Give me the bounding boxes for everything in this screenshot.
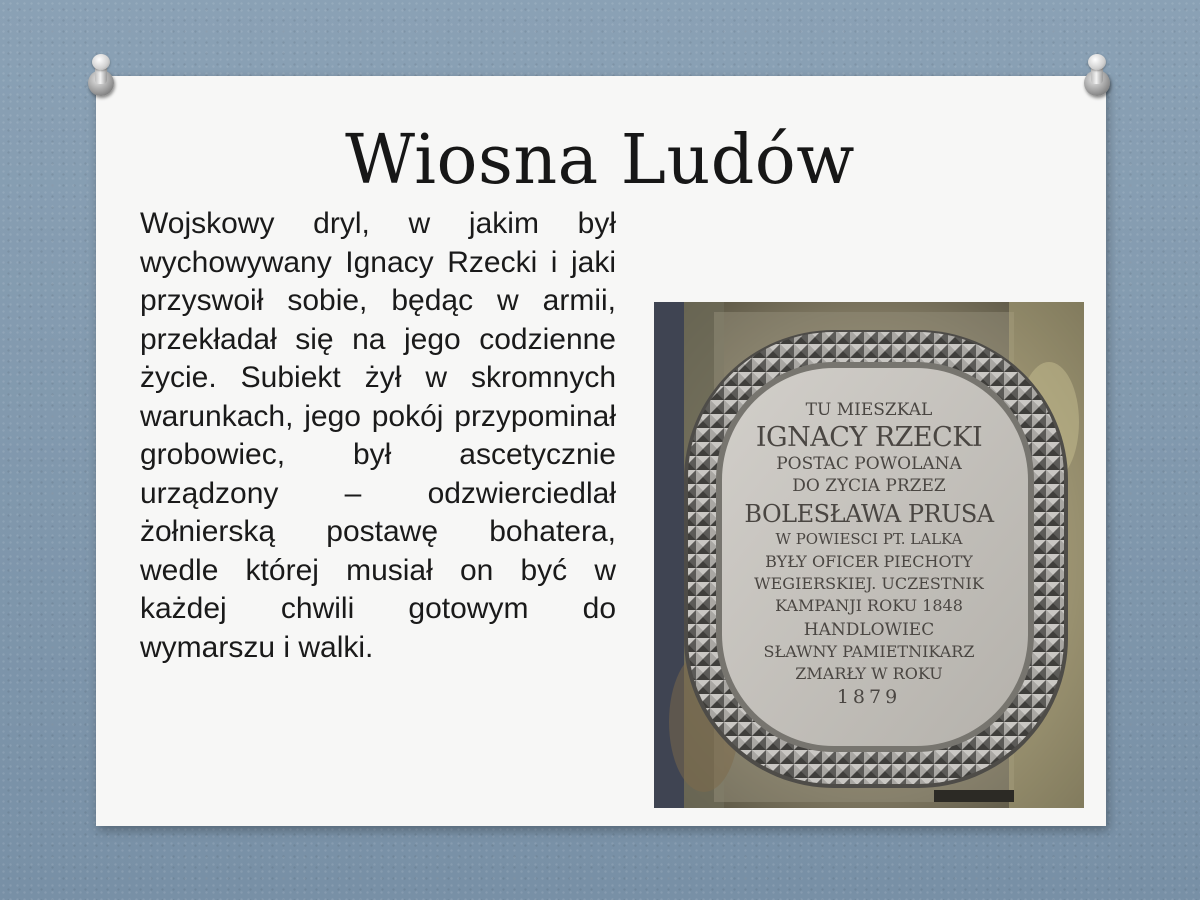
plaque-line: 1879 xyxy=(836,686,902,708)
plaque-line: WEGIERSKIEJ. UCZESTNIK xyxy=(754,574,984,593)
plaque-line: BOLESŁAWA PRUSA xyxy=(744,500,994,528)
plaque-line: POSTAC POWOLANA xyxy=(776,454,962,474)
plaque-line: TU MIESZKAL xyxy=(805,400,933,420)
slide-title: Wiosna Ludów xyxy=(345,121,855,200)
plaque-line: DO ZYCIA PRZEZ xyxy=(792,476,946,496)
pushpin-icon xyxy=(1080,52,1114,98)
plaque-line: KAMPANJI ROKU 1848 xyxy=(775,596,963,615)
plaque-line: BYŁY OFICER PIECHOTY xyxy=(765,552,973,571)
plaque-line: ZMARŁY W ROKU xyxy=(795,664,943,683)
plaque-photo xyxy=(654,302,1084,808)
plaque-line: IGNACY RZECKI xyxy=(755,422,983,453)
body-text: Wojskowy dryl, w jakim był wychowywany Ignacy Rzecki i jaki przyswoił sobie, będąc w armii, przekładał się na jego codzienne życie. Subiekt żył w skromnych warunkach, jego pokój przypominał grobowiec, był ascetycznie urządzony – odzwierciedlał żołnierską postawę bohatera, wedle której musiał on być w każdej chwili gotowym do wymarszu i walki. xyxy=(140,207,616,664)
plaque-line: HANDLOWIEC xyxy=(803,620,935,640)
plaque-line: SŁAWNY PAMIETNIKARZ xyxy=(763,642,975,661)
pushpin-icon xyxy=(84,52,118,98)
plaque-line: W POWIESCI PT. LALKA xyxy=(775,530,963,548)
